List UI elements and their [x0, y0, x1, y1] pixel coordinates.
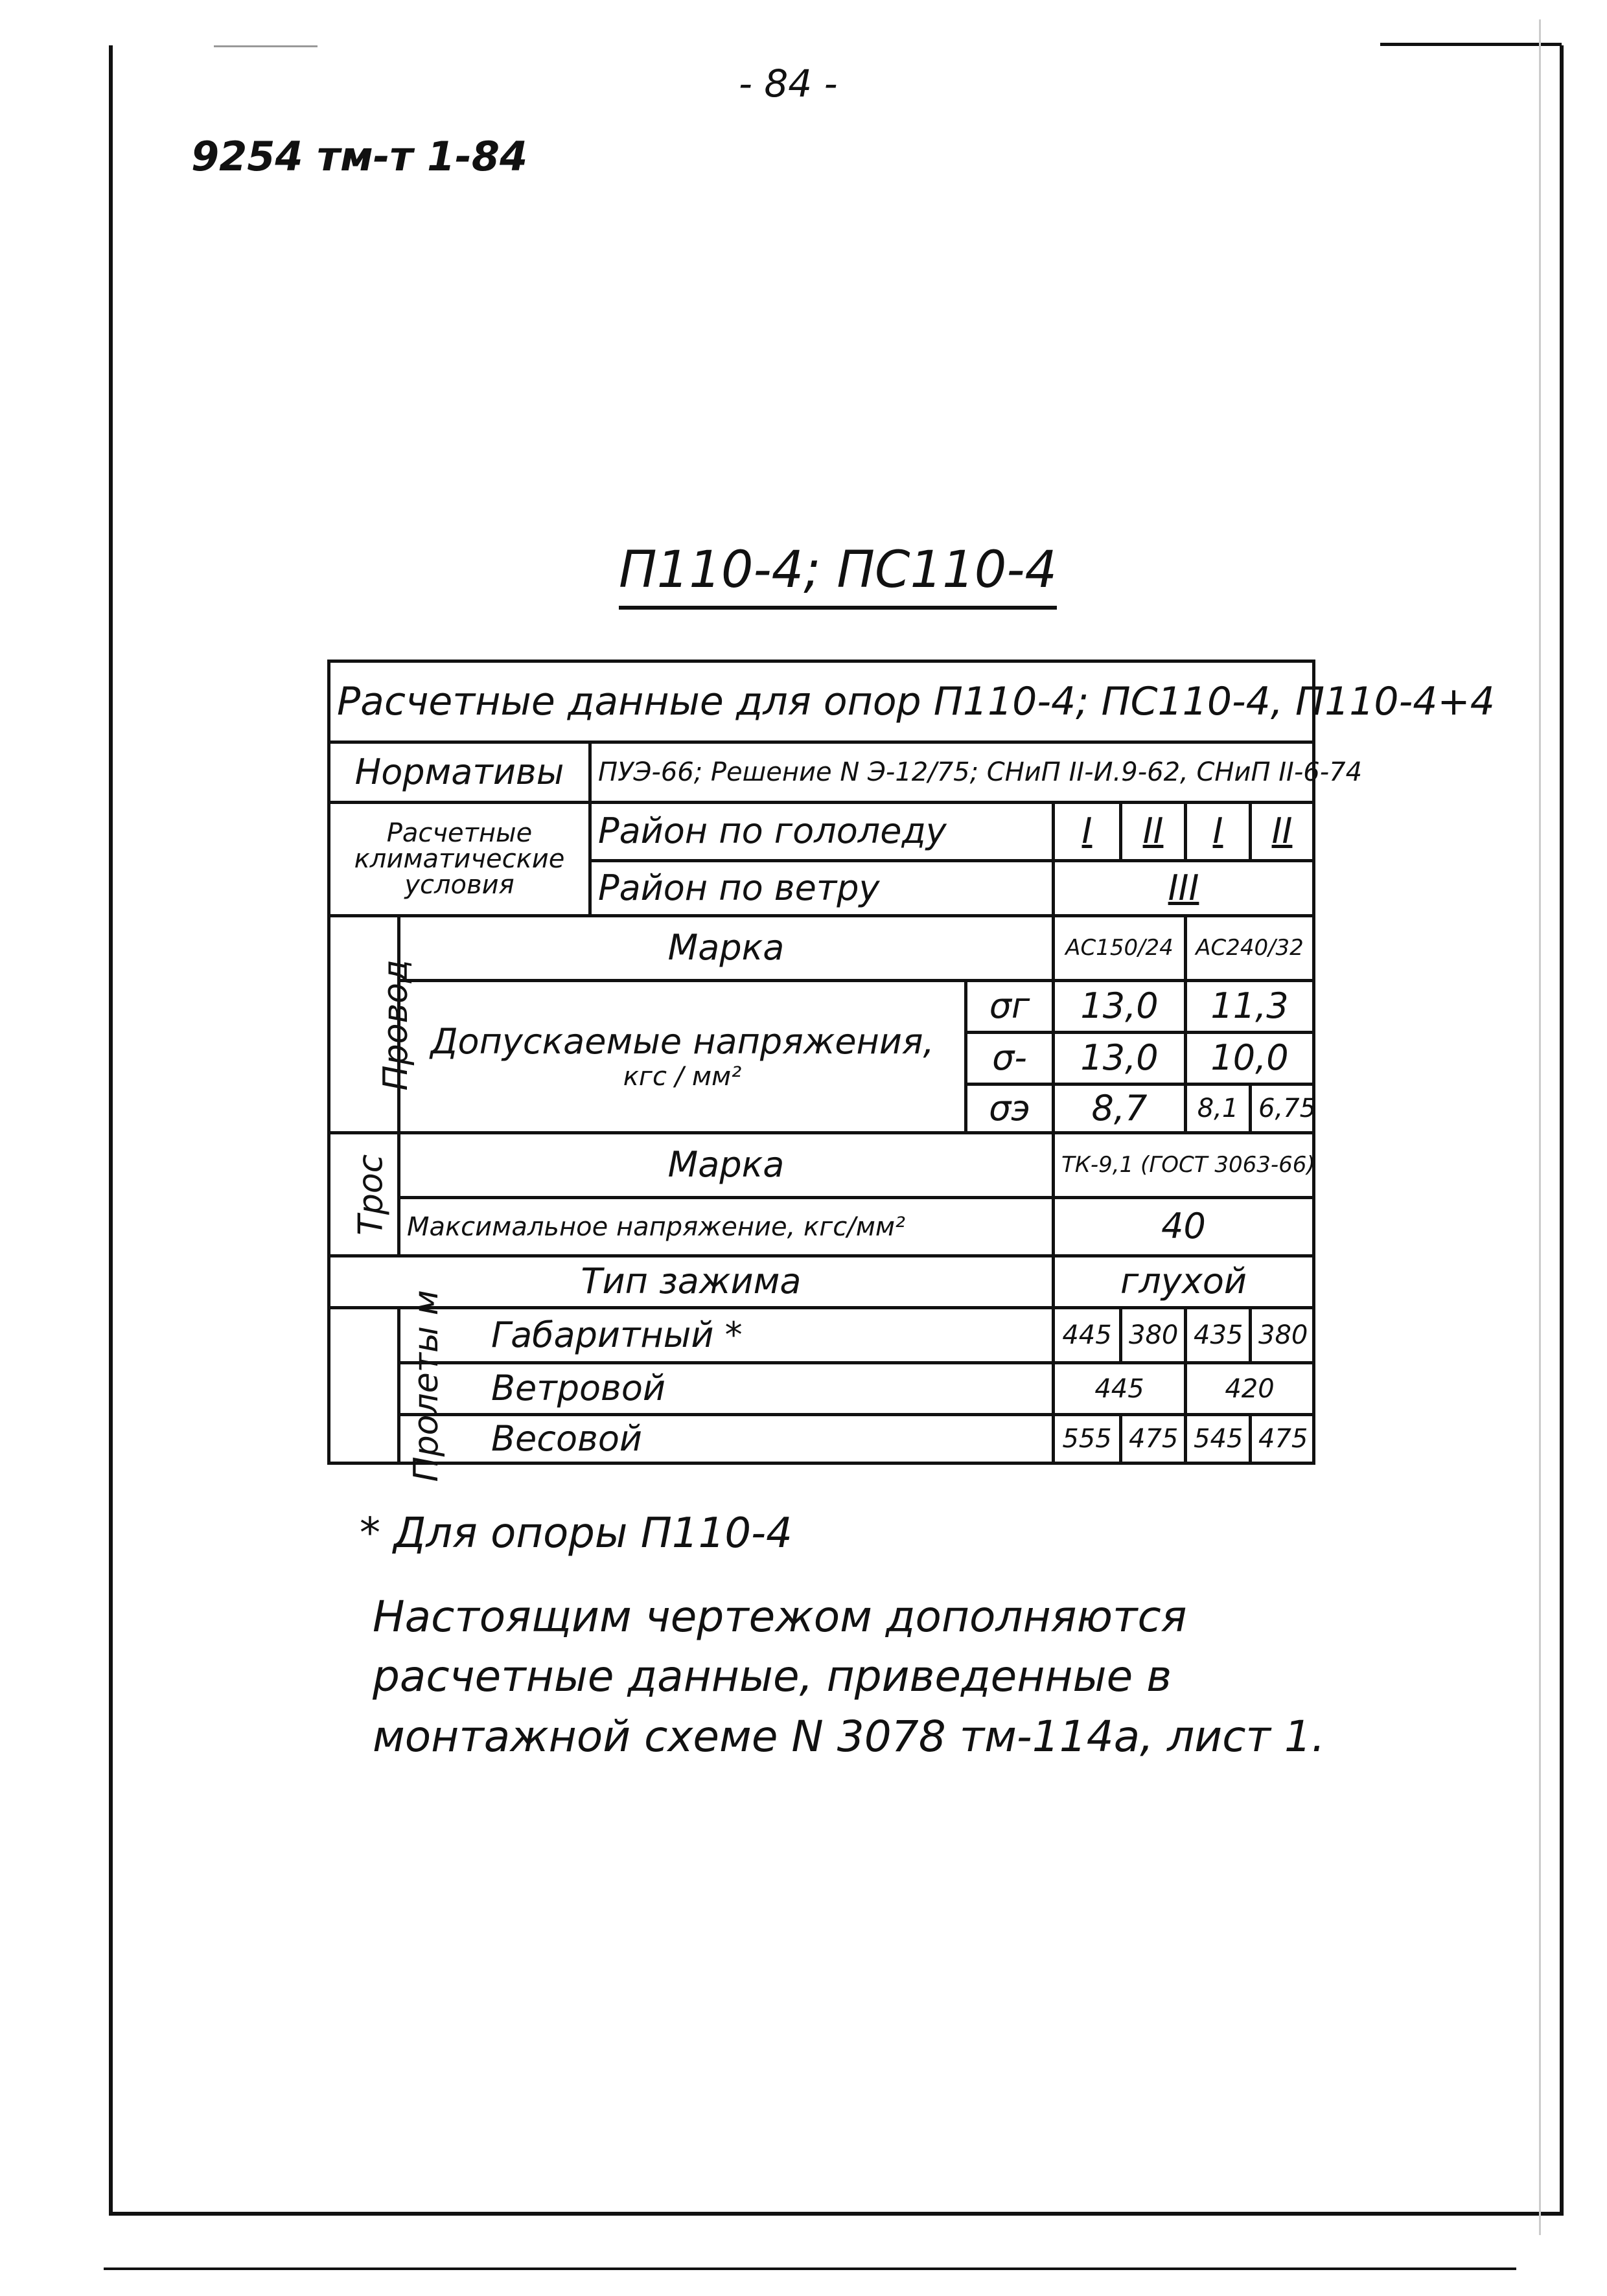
cable-brand-label: Марка [399, 1133, 1054, 1198]
wind-region-value: III [1054, 861, 1314, 916]
drawing-title: П110-4; ПС110-4 [619, 541, 1057, 610]
sigma-e-value-1: 8,7 [1054, 1085, 1186, 1133]
frame-top-right-line [1380, 43, 1562, 46]
weight-span-value-2: 475 [1121, 1415, 1186, 1464]
ice-region-value-1: I [1054, 803, 1121, 861]
gabarit-span-label: Габаритный * [399, 1308, 1054, 1363]
frame-top-left-line [214, 45, 318, 47]
sigma-e-label: σэ [966, 1085, 1054, 1133]
gabarit-span-value-1: 445 [1054, 1308, 1121, 1363]
sigma-e-value-2: 8,1 [1186, 1085, 1251, 1133]
wire-brand-value-1: АС150/24 [1054, 916, 1186, 981]
sigma-min-value-1: 13,0 [1054, 1033, 1186, 1085]
weight-span-value-1: 555 [1054, 1415, 1121, 1464]
note-line-1: Настоящим чертежом дополняются [373, 1592, 1187, 1642]
wire-brand-value-2: АС240/32 [1186, 916, 1314, 981]
weight-span-value-4: 475 [1251, 1415, 1314, 1464]
cable-brand-value: ТК-9,1 (ГОСТ 3063-66) [1054, 1133, 1314, 1198]
cable-max-stress-value: 40 [1054, 1198, 1314, 1256]
wind-span-value-1: 445 [1054, 1363, 1186, 1415]
weight-span-label: Весовой [399, 1415, 1054, 1464]
ice-region-label: Район по гололеду [590, 803, 1054, 861]
page-footer-line [104, 2267, 1516, 2270]
frame-right-border [1560, 45, 1564, 2216]
sigma-e-value-3: 6,75 [1251, 1085, 1314, 1133]
ice-region-value-2: II [1121, 803, 1186, 861]
sigma-min-label: σ- [966, 1033, 1054, 1085]
allowed-stress-cell [399, 981, 966, 1133]
sigma-g-label: σг [966, 981, 1054, 1033]
spans-group-label: Пролеты м [329, 1308, 399, 1464]
cable-group-label: Трос [329, 1133, 399, 1256]
frame-bottom-border [109, 2212, 1564, 2216]
note-line-2: расчетные данные, приведенные в [373, 1651, 1172, 1702]
gabarit-span-value-4: 380 [1251, 1308, 1314, 1363]
drawing-note [373, 1587, 1325, 1767]
wire-group-label: Провод [329, 916, 399, 1133]
wire-brand-label: Марка [399, 916, 1054, 981]
note-line-3: монтажной схеме N 3078 тм-114а, лист 1. [373, 1711, 1325, 1762]
ice-region-value-3: I [1186, 803, 1251, 861]
wind-span-value-2: 420 [1186, 1363, 1314, 1415]
norms-label: Нормативы [329, 742, 590, 803]
sigma-g-value-2: 11,3 [1186, 981, 1314, 1033]
document-code: 9254 тм-т 1-84 [191, 133, 528, 180]
gabarit-span-value-3: 435 [1186, 1308, 1251, 1363]
gabarit-span-value-2: 380 [1121, 1308, 1186, 1363]
table-footnote: * Для опоры П110-4 [360, 1510, 792, 1557]
page-number: - 84 - [739, 62, 838, 106]
allowed-stress-unit: кгс / мм² [623, 1062, 742, 1092]
weight-span-value-3: 545 [1186, 1415, 1251, 1464]
calculation-data-table [327, 660, 1495, 1482]
cable-max-stress-label: Максимальное напряжение, кгс/мм² [399, 1198, 1054, 1256]
allowed-stress-label: Допускаемые напряжения, [430, 1020, 934, 1062]
table-caption: Расчетные данные для опор П110-4; ПС110-4, П110-4+4 [329, 661, 1314, 742]
wind-region-label: Район по ветру [590, 861, 1054, 916]
wind-span-label: Ветровой [399, 1363, 1054, 1415]
sigma-min-value-2: 10,0 [1186, 1033, 1314, 1085]
norms-value: ПУЭ-66; Решение N Э-12/75; СНиП II-И.9-62, СНиП II-6-74 [590, 742, 1314, 803]
sigma-g-value-1: 13,0 [1054, 981, 1186, 1033]
frame-left-border [109, 45, 113, 2216]
climate-label: Расчетные климатические условия [329, 803, 590, 916]
clamp-type-value: глухой [1054, 1256, 1314, 1308]
scan-edge-line [1539, 19, 1541, 2235]
clamp-type-label: Тип зажима [329, 1256, 1054, 1308]
ice-region-value-4: II [1251, 803, 1314, 861]
